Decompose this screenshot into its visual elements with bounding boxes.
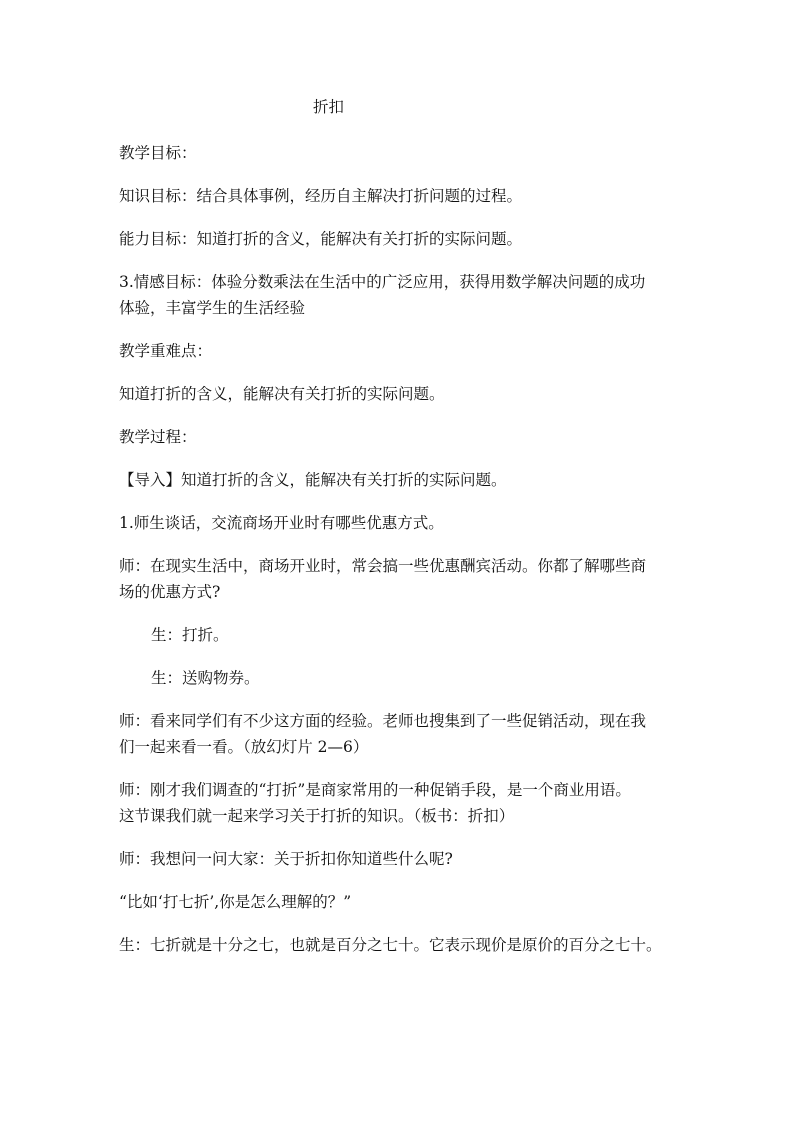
paragraph-key-points (119, 381, 682, 407)
text-line: “比如‘打七折’,你是怎么理解的？” (119, 893, 352, 911)
paragraph-teacher-4 (119, 846, 682, 872)
text-line: 体验，丰富学生的生活经验 (119, 299, 306, 317)
paragraph-process-heading (119, 424, 682, 450)
text-line: 师：在现实生活中，商场开业时，常会搞一些优惠酬宾活动。你都了解哪些商 (119, 557, 647, 575)
text-line: 知识目标：结合具体事例，经历自主解决打折问题的过程。 (119, 187, 523, 205)
page-title: 折扣 (313, 98, 345, 116)
paragraph-teaching-goals-heading (119, 140, 682, 166)
text-line: 生：七折就是十分之七，也就是百分之七十。它表示现价是原价的百分之七十。 (119, 936, 662, 954)
paragraph-ability-goal (119, 226, 682, 252)
text-line: 生：打折。 (151, 626, 229, 644)
paragraph-quote (119, 889, 682, 915)
text-line: 【导入】知道打折的含义，能解决有关打折的实际问题。 (119, 471, 507, 489)
paragraph-introduction (119, 467, 682, 493)
text-line: 师：刚才我们调查的“打折”是商家常用的一种促销手段，是一个商业用语。 (119, 781, 631, 799)
text-line: 能力目标：知道打折的含义，能解决有关打折的实际问题。 (119, 230, 523, 248)
text-line: 3.情感目标：体验分数乘法在生活中的广泛应用，获得用数学解决问题的成功 (119, 273, 646, 291)
paragraph-knowledge-goal (119, 183, 682, 209)
text-line: 生：送购物券。 (151, 669, 260, 687)
paragraph-teacher-3 (119, 777, 682, 829)
text-line: 知道打折的含义，能解决有关打折的实际问题。 (119, 385, 445, 403)
text-line: 教学重难点： (119, 342, 213, 360)
text-line: 师：我想问一问大家：关于折扣你知道些什么呢? (119, 850, 453, 868)
paragraph-teacher-2 (119, 708, 682, 760)
paragraph-student-3 (119, 932, 682, 958)
text-line: 师：看来同学们有不少这方面的经验。老师也搜集到了一些促销活动，现在我 (119, 712, 647, 730)
text-line: 这节课我们就一起来学习关于打折的知识。（板书：折扣） (119, 807, 515, 825)
paragraph-key-points-heading (119, 338, 682, 364)
paragraph-student-1 (119, 622, 682, 648)
text-line: 1.师生谈话，交流商场开业时有哪些优惠方式。 (119, 514, 444, 532)
text-line: 教学目标： (119, 144, 197, 162)
text-line: 教学过程： (119, 428, 197, 446)
paragraph-emotion-goal (119, 269, 682, 321)
paragraph-student-2 (119, 665, 682, 691)
text-line: 们一起来看一看。（放幻灯片 2—6） (119, 738, 369, 756)
paragraph-teacher-1 (119, 553, 682, 605)
paragraph-step-1 (119, 510, 682, 536)
text-line: 场的优惠方式? (119, 583, 221, 601)
document-body (119, 94, 682, 975)
